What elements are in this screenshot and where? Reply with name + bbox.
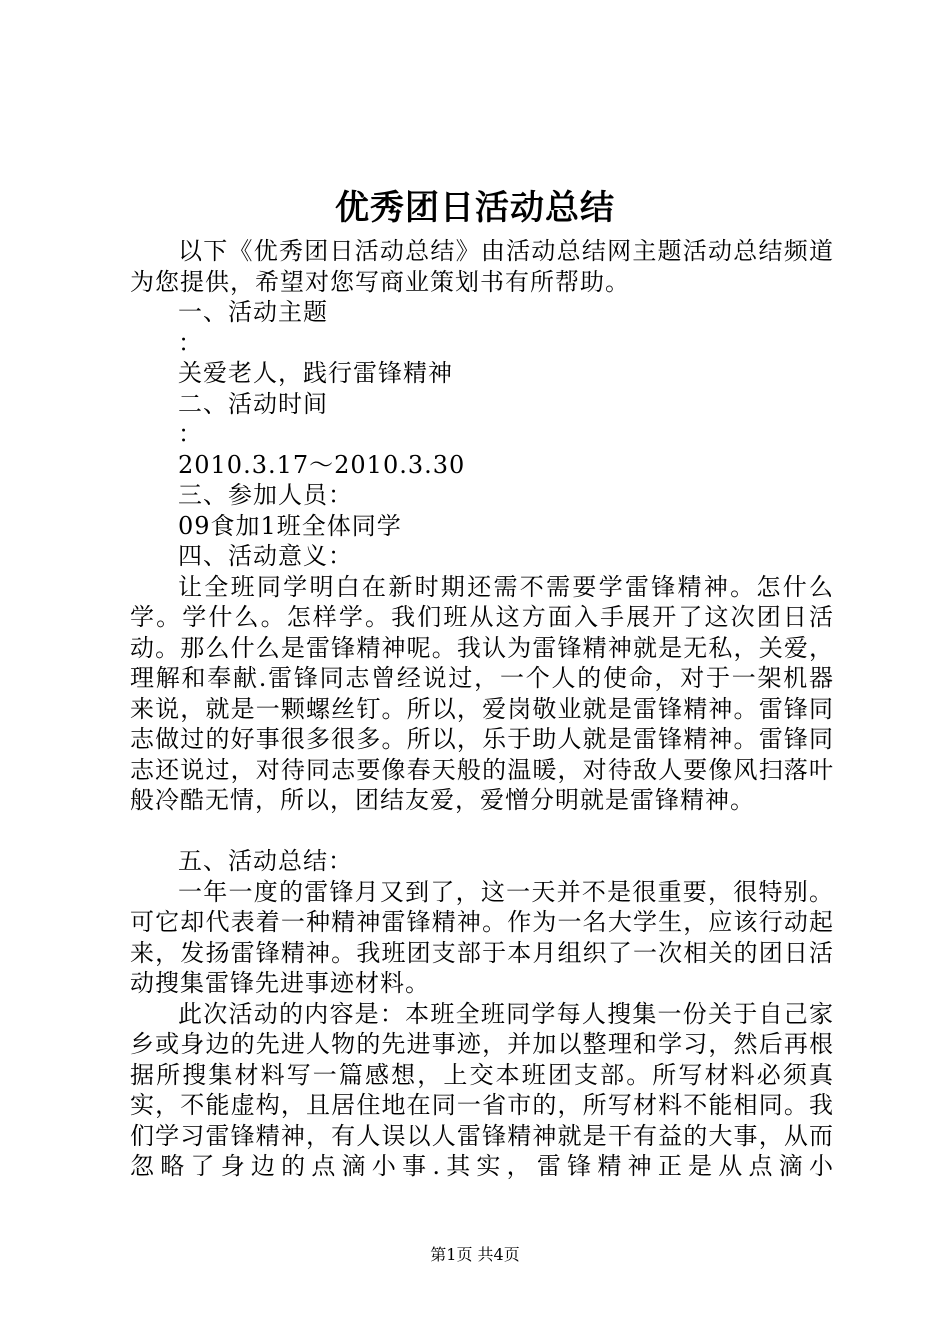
paragraph-spacer <box>130 816 834 847</box>
section5-heading: 五、活动总结： <box>178 847 353 875</box>
section2-colon: ： <box>178 420 203 448</box>
section1-heading: 一、活动主题 <box>178 298 328 326</box>
section5-paragraph-2: 此次活动的内容是：本班全班同学每人搜集一份关于自己家乡或身边的先进人物的先进事迹，并加以整理和学习，然后再根据所搜集材料写一篇感想，上交本班团支部。所写材料必须真实，不能虚构，且居住地在同一省市的，所写材料不能相同。我们学习雷锋精神，有人误以人雷锋精神就是干有益的大事，从而忽略了身边的点滴小事.其实，雷锋精神正是从点滴小 <box>130 999 834 1180</box>
page-footer: 第1页 共4页 <box>430 1245 520 1264</box>
section3-heading: 三、参加人员： <box>178 481 353 509</box>
section2-value: 2010.3.17～2010.3.30 <box>178 450 466 479</box>
section1-value: 关爱老人，践行雷锋精神 <box>178 359 453 387</box>
document-title: 优秀团日活动总结 <box>335 188 615 228</box>
section5-paragraph-1: 一年一度的雷锋月又到了，这一天并不是很重要，很特别。可它却代表着一种精神雷锋精神。作为一名大学生，应该行动起来，发扬雷锋精神。我班团支部于本月组织了一次相关的团日活动搜集雷锋先进事迹材料。 <box>130 877 834 997</box>
intro-paragraph: 以下《优秀团日活动总结》由活动总结网主题活动总结频道为您提供，希望对您写商业策划书有所帮助。 <box>130 237 834 296</box>
section1-colon: ： <box>178 328 203 357</box>
document-body <box>130 236 834 1182</box>
section3-value: 09食加1班全体同学 <box>178 511 402 540</box>
section4-body: 让全班同学明白在新时期还需不需要学雷锋精神。怎什么学。学什么。怎样学。我们班从这方面入手展开了这次团日活动。那么什么是雷锋精神呢。我认为雷锋精神就是无私，关爱，理解和奉献.雷锋同志曾经说过，一个人的使命，对于一架机器来说，就是一颗螺丝钉。所以，爱岗敬业就是雷锋精神。雷锋同志做过的好事很多很多。所以，乐于助人就是雷锋精神。雷锋同志还说过，对待同志要像春天般的温暖，对待敌人要像风扫落叶般冷酷无情，所以，团结友爱，爱憎分明就是雷锋精神。 <box>130 572 834 814</box>
section4-heading: 四、活动意义： <box>178 542 353 570</box>
section2-heading: 二、活动时间 <box>178 389 328 418</box>
